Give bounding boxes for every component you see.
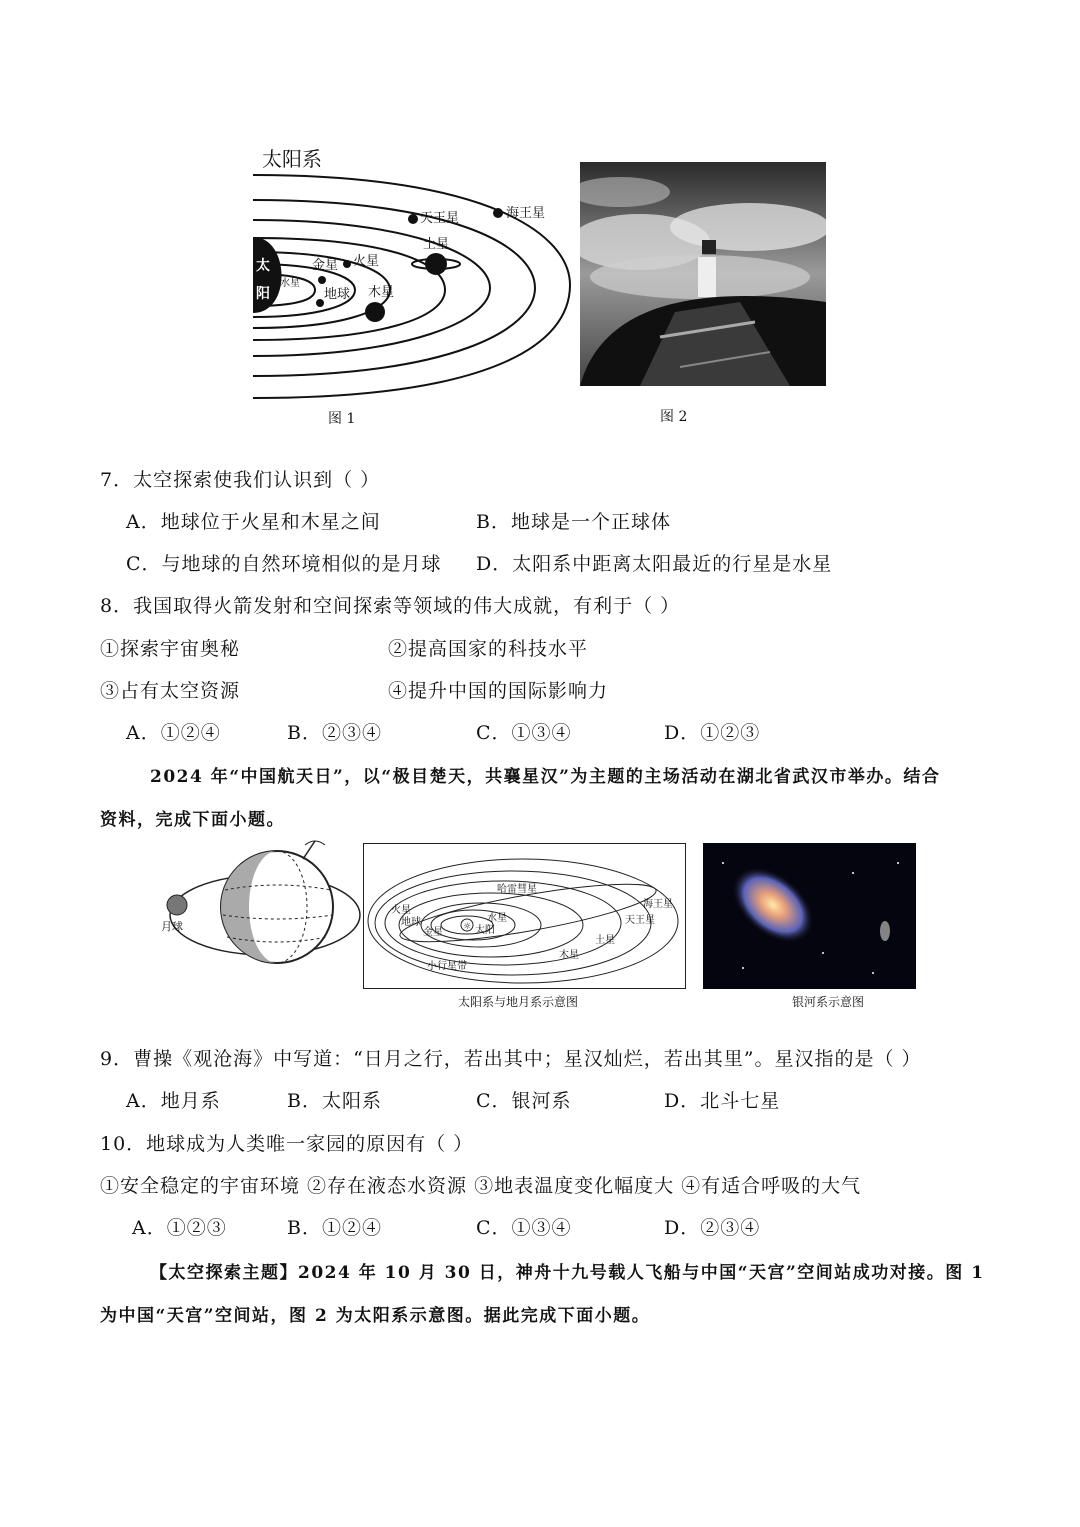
question-9-option-b: B．太阳系	[287, 1090, 382, 1112]
planet-label-venus: 金星	[312, 258, 339, 273]
planet-neptune	[493, 208, 503, 218]
question-8-item-4: ④提升中国的国际影响力	[388, 680, 609, 702]
figure-1-solar-system	[250, 140, 575, 405]
planet-label-mars: 火星	[353, 254, 380, 269]
moon-label: 月球	[161, 920, 183, 933]
intro-1-line-2: 资料，完成下面小题。	[100, 810, 285, 830]
figure-earth-moon-system	[155, 835, 365, 975]
question-8-item-3: ③占有太空资源	[100, 680, 241, 702]
figure-1-caption: 图 1	[328, 411, 356, 427]
question-10-option-a: A．①②③	[132, 1217, 227, 1239]
planet-label-mercury: 水星	[280, 278, 300, 289]
label-sun: 太阳	[475, 925, 495, 936]
question-7-option-d: D．太阳系中距离太阳最近的行星是水星	[476, 553, 833, 575]
planet-label-earth: 地球	[324, 287, 351, 302]
question-9-option-c: C．银河系	[476, 1090, 572, 1112]
planet-jupiter	[365, 302, 385, 322]
svg-text:☼: ☼	[463, 922, 472, 932]
figure-1-title: 太阳系	[262, 147, 322, 171]
question-9-option-a: A．地月系	[126, 1090, 221, 1112]
label-earth: 地球	[401, 917, 421, 928]
planet-label-uranus: 天王星	[420, 211, 460, 226]
question-10-option-b: B．①②④	[287, 1217, 382, 1239]
label-mercury: 水星	[487, 913, 507, 924]
question-8-item-1: ①探索宇宙奥秘	[100, 638, 241, 660]
label-mars: 火星	[391, 905, 411, 916]
question-7-option-a: A．地球位于火星和木星之间	[126, 511, 381, 533]
question-9-option-d: D．北斗七星	[664, 1090, 781, 1112]
question-7-option-c: C．与地球的自然环境相似的是月球	[126, 553, 442, 575]
planet-saturn	[425, 253, 447, 275]
question-9-stem: 9．曹操《观沧海》中写道：“日月之行，若出其中；星汉灿烂，若出其里”。星汉指的是（ ）	[100, 1048, 922, 1070]
question-7-option-b: B．地球是一个正球体	[476, 511, 671, 533]
planet-earth	[316, 299, 324, 307]
label-jupiter: 木星	[559, 950, 579, 961]
label-venus: 金星	[423, 927, 443, 938]
figure-2-space-station-photo	[580, 162, 826, 386]
intro-2-line-1: 【太空探索主题】2024 年 10 月 30 日，神舟十九号载人飞船与中国“天宫”空间站成功对接。图 1	[150, 1263, 985, 1283]
question-10-stem: 10．地球成为人类唯一家园的原因有（ ）	[100, 1133, 474, 1155]
label-asteroid-belt: 小行星带	[427, 961, 467, 972]
question-8-option-b: B．②③④	[287, 722, 382, 744]
intro-1-line-1: 2024 年“中国航天日”，以“极目楚天，共襄星汉”为主题的主场活动在湖北省武汉市举办。结合	[150, 767, 941, 787]
question-7-stem: 7．太空探索使我们认识到（ ）	[100, 469, 381, 491]
label-halley-comet: 哈雷彗星	[497, 884, 537, 895]
sun-label-2: 阳	[256, 286, 270, 302]
planet-mars	[343, 260, 351, 268]
sun-label-1: 太	[256, 258, 270, 274]
planet-label-saturn: 土星	[423, 237, 450, 252]
intro-2-line-2: 为中国“天宫”空间站，图 2 为太阳系示意图。据此完成下面小题。	[100, 1306, 651, 1326]
planet-label-jupiter: 木星	[368, 285, 395, 300]
label-uranus: 天王星	[625, 915, 655, 926]
question-8-option-c: C．①③④	[476, 722, 572, 744]
figure-2-caption: 图 2	[660, 409, 688, 425]
question-8-option-a: A．①②④	[126, 722, 221, 744]
question-10-items: ①安全稳定的宇宙环境 ②存在液态水资源 ③地表温度变化幅度大 ④有适合呼吸的大气	[100, 1175, 862, 1197]
figure-solar-system-diagram	[363, 843, 687, 991]
caption-solar-system: 太阳系与地月系示意图	[458, 995, 579, 1009]
planet-uranus	[408, 214, 418, 224]
label-neptune: 海王星	[643, 899, 673, 910]
label-saturn: 土星	[595, 935, 615, 946]
question-8-option-d: D．①②③	[664, 722, 761, 744]
question-8-item-2: ②提高国家的科技水平	[388, 638, 589, 660]
caption-galaxy: 银河系示意图	[792, 995, 865, 1009]
question-10-option-c: C．①③④	[476, 1217, 572, 1239]
question-8-stem: 8．我国取得火箭发射和空间探索等领域的伟大成就，有利于（ ）	[100, 595, 681, 617]
planet-venus	[318, 276, 326, 284]
figure-galaxy-image	[703, 843, 916, 989]
planet-label-neptune: 海王星	[506, 206, 546, 221]
question-10-option-d: D．②③④	[664, 1217, 761, 1239]
moon-shape	[167, 895, 187, 915]
